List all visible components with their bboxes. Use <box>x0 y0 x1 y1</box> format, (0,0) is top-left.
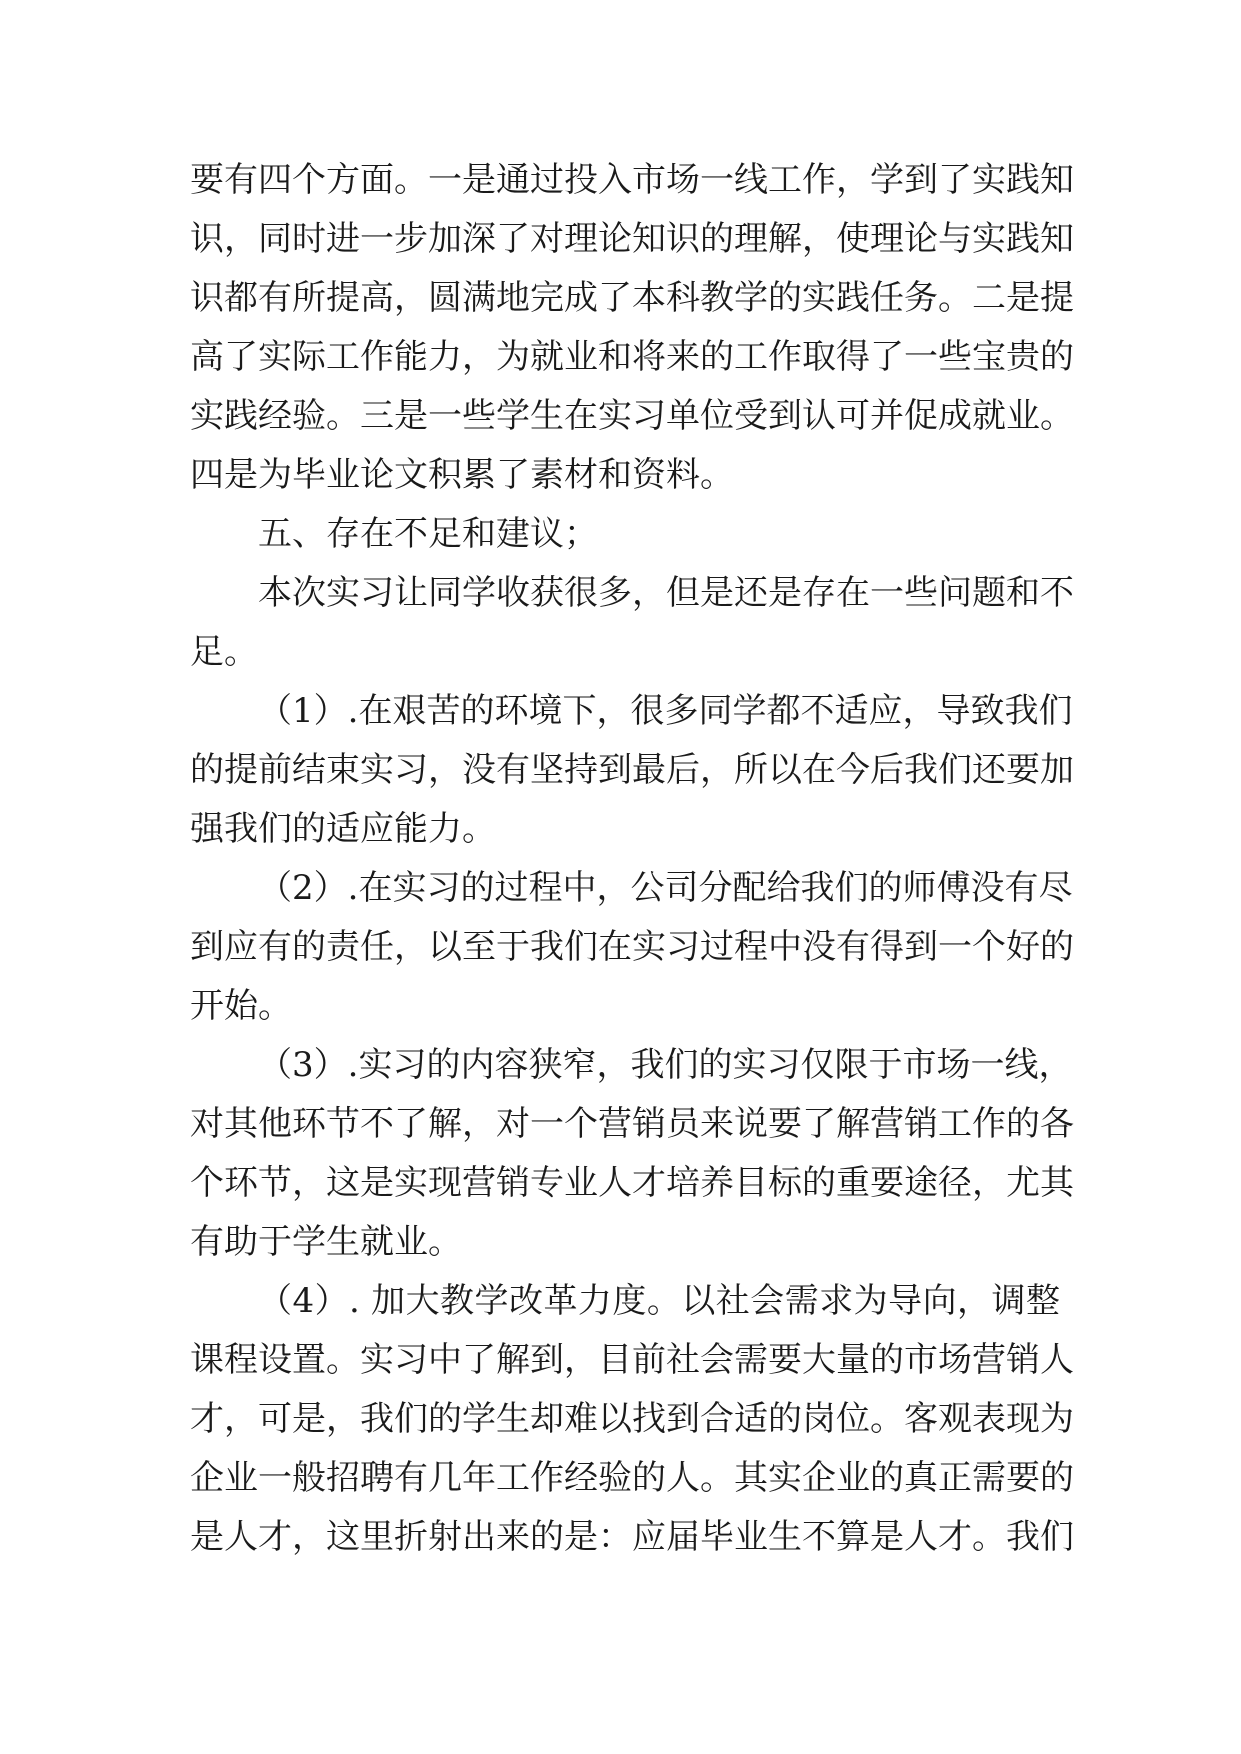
text-line: 企业一般招聘有几年工作经验的人。其实企业的真正需要的 <box>190 1458 1074 1498</box>
list-item-1: （1）.在艰苦的环境下，很多同学都不适应，导致我们 <box>258 691 1073 731</box>
text-line: 高了实际工作能力，为就业和将来的工作取得了一些宝贵的 <box>190 337 1074 377</box>
text-line: 有助于学生就业。 <box>190 1222 462 1262</box>
text-line: 开始。 <box>190 986 292 1026</box>
text-line: 四是为毕业论文积累了素材和资料。 <box>190 455 734 495</box>
text-line: 课程设置。实习中了解到，目前社会需要大量的市场营销人 <box>190 1340 1074 1380</box>
text-line: 才，可是，我们的学生却难以找到合适的岗位。客观表现为 <box>190 1399 1074 1439</box>
list-item-4: （4）. 加大教学改革力度。以社会需求为导向，调整 <box>258 1281 1060 1321</box>
text-line: 实践经验。三是一些学生在实习单位受到认可并促成就业。 <box>190 396 1074 436</box>
text-line: 的提前结束实习，没有坚持到最后，所以在今后我们还要加 <box>190 750 1074 790</box>
text-line: 识，同时进一步加深了对理论知识的理解，使理论与实践知 <box>190 219 1074 259</box>
text-line: 识都有所提高，圆满地完成了本科教学的实践任务。二是提 <box>190 278 1074 318</box>
text-line: 要有四个方面。一是通过投入市场一线工作，学到了实践知 <box>190 160 1074 200</box>
text-line: 对其他环节不了解，对一个营销员来说要了解营销工作的各 <box>190 1104 1074 1144</box>
section-heading: 五、存在不足和建议； <box>258 514 598 554</box>
text-line: 强我们的适应能力。 <box>190 809 496 849</box>
list-item-2: （2）.在实习的过程中，公司分配给我们的师傅没有尽 <box>258 868 1073 908</box>
text-line: 到应有的责任，以至于我们在实习过程中没有得到一个好的 <box>190 927 1074 967</box>
text-line: 个环节，这是实现营销专业人才培养目标的重要途径，尤其 <box>190 1163 1074 1203</box>
text-line: 是人才，这里折射出来的是：应届毕业生不算是人才。我们 <box>190 1517 1074 1557</box>
list-item-3: （3）.实习的内容狭窄，我们的实习仅限于市场一线， <box>258 1045 1073 1085</box>
text-line: 足。 <box>190 632 258 672</box>
text-line: 本次实习让同学收获很多，但是还是存在一些问题和不 <box>258 573 1074 613</box>
